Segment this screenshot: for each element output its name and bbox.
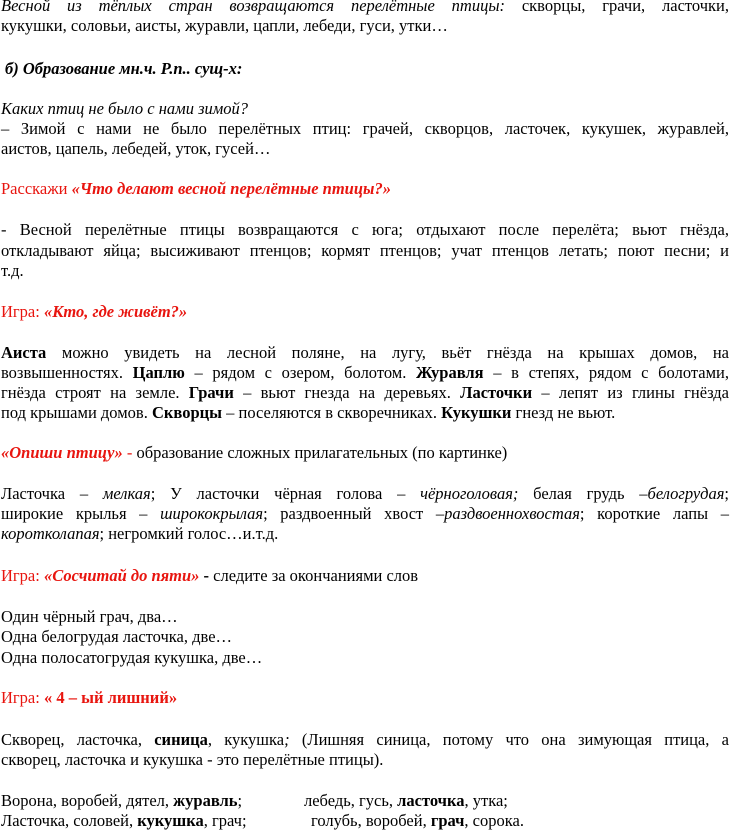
section-b-answer-b: аистов, цапель, лебедей, уток, гусей… bbox=[1, 139, 271, 158]
migration-intro-line bbox=[1, 0, 729, 16]
describe-l1-t3: белая грудь – bbox=[518, 484, 648, 503]
section-b-heading: б) Образование мн.ч. Р.п.. сущ-х: bbox=[5, 59, 243, 78]
odd-r1-b: журавль bbox=[173, 791, 238, 810]
describe-dash: - bbox=[122, 443, 137, 462]
describe-l3-i1: коротколапая bbox=[1, 524, 100, 543]
game2-note: следите за окончаниями слов bbox=[213, 566, 419, 585]
game1-l2-text1: возвышенностях. bbox=[1, 363, 133, 382]
game1-l2-text3: – в степях, рядом с болотами, bbox=[483, 363, 729, 382]
describe-l3-t1: ; негромкий голос…и.т.д. bbox=[99, 524, 279, 543]
game-who-lives-heading bbox=[1, 302, 187, 322]
describe-l1-i2: чёрноголовая; bbox=[420, 484, 519, 503]
describe-line-3 bbox=[1, 524, 278, 544]
starlings-word: Скворцы bbox=[151, 403, 223, 422]
count-line-1: Один чёрный грач, два… bbox=[1, 607, 178, 626]
game3-title: « 4 – ый лишний» bbox=[43, 688, 178, 707]
tell-label: Расскажи bbox=[1, 179, 72, 198]
odd-r1-e: ласточка bbox=[397, 791, 465, 810]
describe-line-1 bbox=[1, 484, 729, 504]
odd-r2-a: Ласточка, соловей, bbox=[1, 811, 138, 830]
describe-l2-t3: ; короткие лапы – bbox=[579, 504, 729, 523]
game2-dash: - bbox=[199, 566, 214, 585]
game1-l3-text2: – вьют гнезда на деревьях. bbox=[233, 383, 461, 402]
odd-l1-t3: (Лишняя синица, потому что она зимующая птица, а bbox=[289, 730, 729, 749]
odd-r2-f: , сорока. bbox=[464, 811, 524, 830]
describe-l2-i1: ширококрылая bbox=[160, 504, 264, 523]
odd-r2-b: кукушка bbox=[137, 811, 204, 830]
odd-line-1 bbox=[1, 730, 729, 750]
game1-line-2 bbox=[1, 363, 729, 383]
crane-word: Журавля bbox=[416, 363, 484, 382]
describe-l1-t2: ; У ласточки чёрная голова – bbox=[150, 484, 421, 503]
heron-word: Цаплю bbox=[132, 363, 185, 382]
describe-heading bbox=[1, 443, 507, 463]
game1-line-4 bbox=[1, 403, 615, 423]
odd-l1-b1: синица bbox=[154, 730, 208, 749]
birds-list-b: кукушки, соловьи, аисты, журавли, цапли, лебеди, гуси, утки… bbox=[1, 16, 448, 35]
odd-r2-c: , грач; bbox=[203, 811, 247, 830]
describe-l2-t2: ; раздвоенный хвост – bbox=[263, 504, 445, 523]
stork-word: Аиста bbox=[1, 343, 47, 362]
game1-title: «Кто, где живёт?» bbox=[43, 302, 188, 321]
section-b-question: Каких птиц не было с нами зимой? bbox=[1, 99, 249, 118]
game1-line-3 bbox=[1, 383, 729, 403]
odd-row-2-left bbox=[1, 811, 247, 831]
describe-title: «Опиши птицу» bbox=[1, 443, 123, 462]
game1-l1-text: можно увидеть на лесной поляне, на лугу, вьёт гнёзда на крышах домов, на bbox=[46, 343, 729, 362]
game2-title: «Сосчитай до пяти» bbox=[43, 566, 200, 585]
tell-heading bbox=[1, 179, 391, 199]
odd-row-1-left bbox=[1, 791, 242, 811]
odd-line-2: скворец, ласточка и кукушка - это перелётные птицы). bbox=[1, 750, 384, 769]
odd-row-1-right bbox=[304, 791, 508, 811]
swallows-word: Ласточки bbox=[460, 383, 533, 402]
describe-text: образование сложных прилагательных (по картинке) bbox=[136, 443, 508, 462]
game3-label: Игра: bbox=[1, 688, 44, 707]
tell-text-c: т.д. bbox=[1, 261, 24, 280]
count-line-2: Одна белогрудая ласточка, две… bbox=[1, 627, 233, 646]
odd-row-2-right bbox=[311, 811, 524, 831]
odd-r1-d: лебедь, гусь, bbox=[304, 791, 398, 810]
odd-r2-d: голубь, воробей, bbox=[311, 811, 431, 830]
odd-r1-a: Ворона, воробей, дятел, bbox=[1, 791, 174, 810]
game1-l4-text2: – поселяются в скворечниках. bbox=[222, 403, 442, 422]
odd-l1-t1: Скворец, ласточка, bbox=[1, 730, 155, 749]
section-b-answer-a: – Зимой с нами не было перелётных птиц: грачей, скворцов, ласточек, кукушек, журавлей, bbox=[1, 119, 729, 138]
cuckoos-word: Кукушки bbox=[441, 403, 512, 422]
game1-label: Игра: bbox=[1, 302, 44, 321]
odd-one-out-heading bbox=[1, 688, 177, 708]
describe-l1-i3: белогрудая bbox=[647, 484, 725, 503]
odd-l1-t2: , кукушка bbox=[207, 730, 285, 749]
birds-list-a: скворцы, грачи, ласточки, bbox=[505, 0, 729, 15]
intro-italic: Весной из тёплых стран возвращаются перелётные птицы: bbox=[1, 0, 505, 15]
game1-l2-text2: – рядом с озером, болотом. bbox=[184, 363, 416, 382]
rooks-word: Грачи bbox=[188, 383, 234, 402]
describe-l1-t4: ; bbox=[724, 484, 729, 503]
describe-l2-i2: раздвоеннохвостая bbox=[444, 504, 580, 523]
odd-r2-e: грач bbox=[430, 811, 465, 830]
odd-r1-c: ; bbox=[237, 791, 243, 810]
tell-text-b: откладывают яйца; высиживают птенцов; кормят птенцов; учат птенцов летать; поют песни; и bbox=[1, 241, 729, 260]
describe-l1-i1: мелкая bbox=[102, 484, 151, 503]
game1-l4-text1: под крышами домов. bbox=[1, 403, 152, 422]
describe-line-2 bbox=[1, 504, 729, 524]
game1-l3-text3: – лепят из глины гнёзда bbox=[532, 383, 730, 402]
tell-text-a: - Весной перелётные птицы возвращаются с юга; отдыхают после перелёта; вьют гнёзда, bbox=[1, 220, 729, 239]
describe-l1-t1: Ласточка – bbox=[1, 484, 103, 503]
odd-l1-i1: ; bbox=[284, 730, 290, 749]
describe-l2-t1: широкие крылья – bbox=[1, 504, 161, 523]
game1-l3-text1: гнёзда строят на земле. bbox=[1, 383, 189, 402]
count-game-heading bbox=[1, 566, 418, 586]
odd-r1-f: , утка; bbox=[464, 791, 508, 810]
game1-l4-text3: гнезд не вьют. bbox=[511, 403, 616, 422]
game1-line-1 bbox=[1, 343, 729, 363]
count-line-3: Одна полосатогрудая кукушка, две… bbox=[1, 648, 263, 667]
tell-title: «Что делают весной перелётные птицы?» bbox=[71, 179, 391, 198]
game2-label: Игра: bbox=[1, 566, 44, 585]
